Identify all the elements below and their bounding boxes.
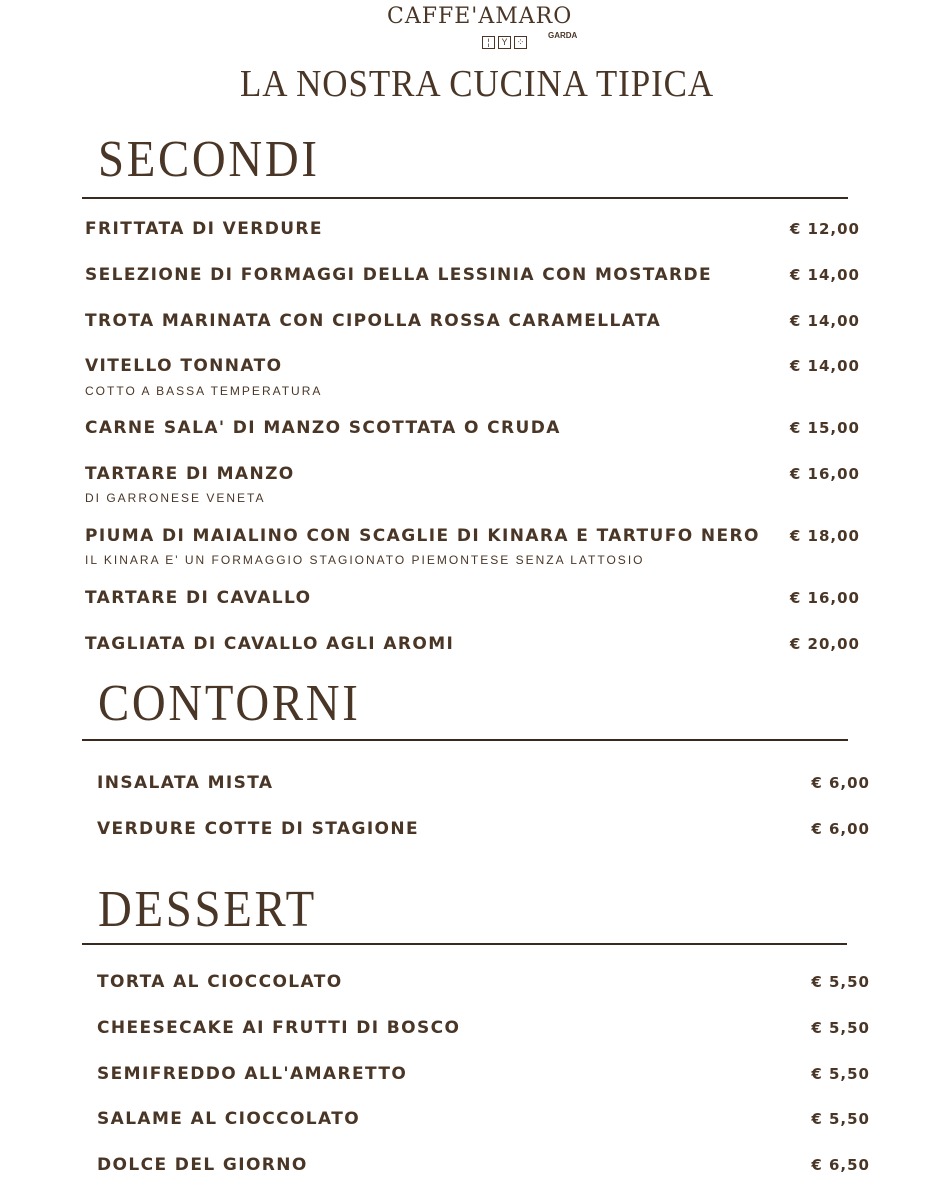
menu-item-price: € 12,00 xyxy=(789,220,860,238)
menu-item-name: INSALATA MISTA xyxy=(97,773,274,793)
menu-item-price: € 6,50 xyxy=(811,1156,870,1174)
logo xyxy=(385,4,580,52)
menu-item-name: TARTARE DI MANZO xyxy=(85,464,295,484)
section-title-contorni: CONTORNI xyxy=(98,675,361,732)
menu-item-name: TROTA MARINATA CON CIPOLLA ROSSA CARAMELLATA xyxy=(85,311,662,331)
menu-item-name: TORTA AL CIOCCOLATO xyxy=(97,972,343,992)
menu-item-name: TAGLIATA DI CAVALLO AGLI AROMI xyxy=(85,634,455,654)
menu-item-price: € 14,00 xyxy=(789,357,860,375)
page-title: LA NOSTRA CUCINA TIPICA xyxy=(239,63,715,105)
menu-item-price: € 5,50 xyxy=(811,1065,870,1083)
menu-item-name: CARNE SALA' DI MANZO SCOTTATA O CRUDA xyxy=(85,418,561,438)
menu-item-price: € 5,50 xyxy=(811,1019,870,1037)
menu-item-price: € 20,00 xyxy=(789,635,860,653)
menu-item-price: € 5,50 xyxy=(811,973,870,991)
menu-item-price: € 5,50 xyxy=(811,1110,870,1128)
menu-item-price: € 6,00 xyxy=(811,820,870,838)
section-divider xyxy=(82,943,847,945)
menu-item-price: € 14,00 xyxy=(789,312,860,330)
section-divider xyxy=(82,739,848,741)
glass-icon: ¦ xyxy=(482,36,495,49)
menu-item-price: € 15,00 xyxy=(789,419,860,437)
menu-item-description: IL KINARA E' UN FORMAGGIO STAGIONATO PIEMONTESE SENZA LATTOSIO xyxy=(85,553,645,567)
logo-wordmark: CAFFE'AMARO xyxy=(387,4,573,29)
menu-item-price: € 18,00 xyxy=(789,527,860,545)
menu-item-price: € 16,00 xyxy=(789,589,860,607)
menu-item-price: € 14,00 xyxy=(789,266,860,284)
dice-icon: ⁘ xyxy=(514,36,527,49)
menu-item-name: FRITTATA DI VERDURE xyxy=(85,219,323,239)
menu-item-name: VERDURE COTTE DI STAGIONE xyxy=(97,819,420,839)
section-title-secondi: SECONDI xyxy=(98,131,320,188)
menu-item-name: PIUMA DI MAIALINO CON SCAGLIE DI KINARA E TARTUFO NERO xyxy=(85,526,760,546)
section-divider xyxy=(82,197,848,199)
wine-glass-icon: Y xyxy=(498,36,511,49)
menu-item-description: COTTO A BASSA TEMPERATURA xyxy=(85,384,323,398)
logo-subtitle: GARDA xyxy=(548,31,578,40)
menu-item-price: € 6,00 xyxy=(811,774,870,792)
section-title-dessert: DESSERT xyxy=(98,881,317,938)
menu-item-name: TARTARE DI CAVALLO xyxy=(85,588,312,608)
menu-item-name: SEMIFREDDO ALL'AMARETTO xyxy=(97,1064,408,1084)
menu-item-name: SELEZIONE DI FORMAGGI DELLA LESSINIA CON MOSTARDE xyxy=(85,265,713,285)
menu-item-name: DOLCE DEL GIORNO xyxy=(97,1155,308,1175)
menu-item-name: VITELLO TONNATO xyxy=(85,356,283,376)
menu-item-description: DI GARRONESE VENETA xyxy=(85,491,266,505)
menu-item-name: CHEESECAKE AI FRUTTI DI BOSCO xyxy=(97,1018,461,1038)
logo-icons xyxy=(482,32,530,50)
menu-item-price: € 16,00 xyxy=(789,465,860,483)
menu-item-name: SALAME AL CIOCCOLATO xyxy=(97,1109,361,1129)
